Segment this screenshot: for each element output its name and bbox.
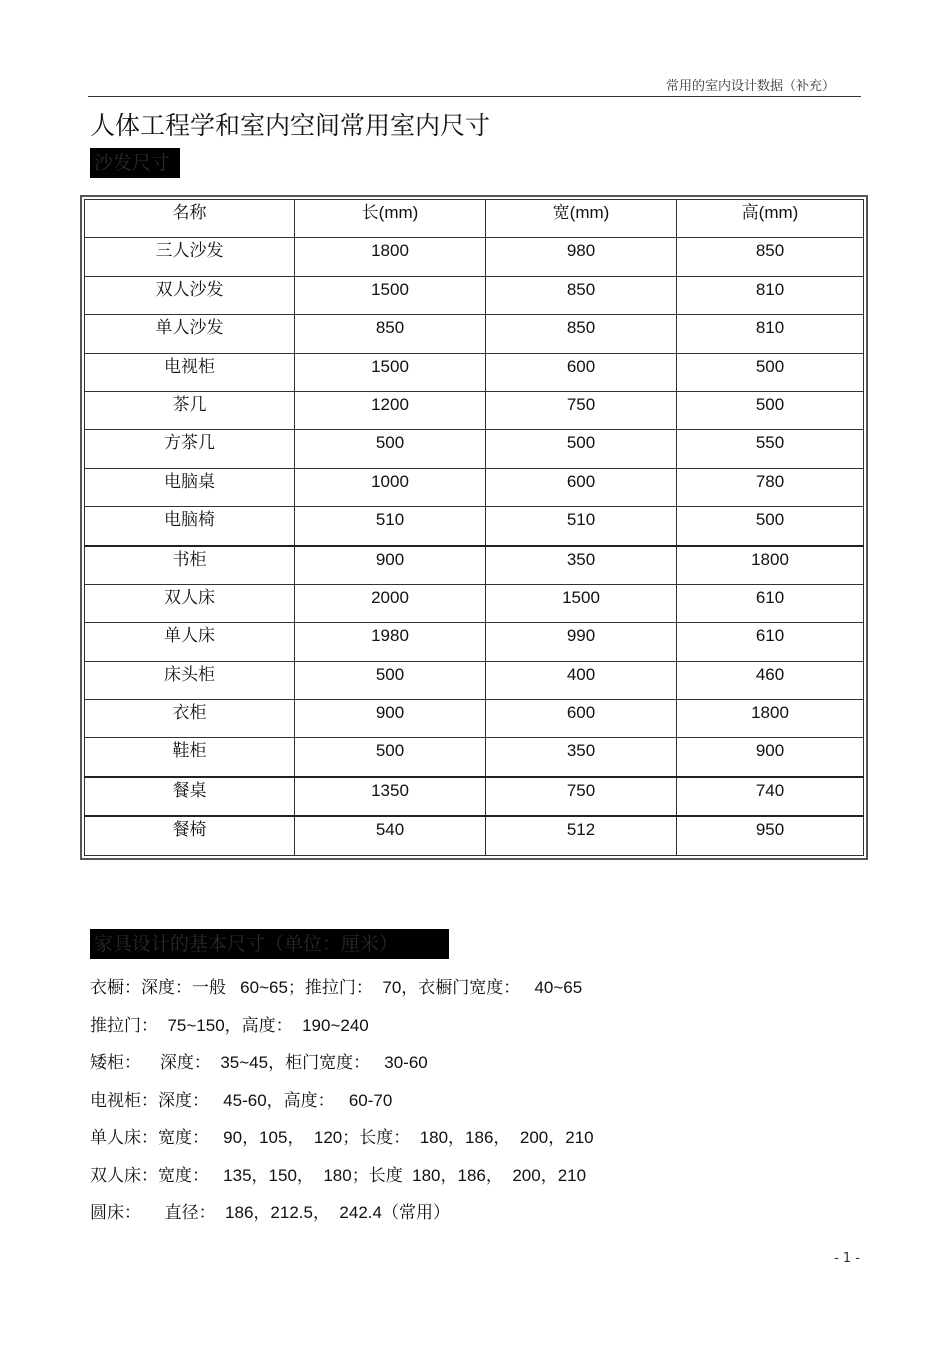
table-row: [85, 777, 864, 816]
cell-width: 750: [486, 391, 677, 429]
column-header-length: 长(mm): [295, 200, 486, 238]
cell-height: 810: [677, 315, 864, 353]
table-row: [85, 546, 864, 585]
cell-length: 1200: [295, 391, 486, 429]
cell-height: 850: [677, 238, 864, 276]
cell-name: 双人床: [85, 584, 295, 622]
cell-length: 510: [295, 507, 486, 546]
running-header: 常用的室内设计数据（补充）: [665, 79, 835, 94]
cell-length: 540: [295, 816, 486, 855]
cell-width: 600: [486, 468, 677, 506]
cell-height: 810: [677, 276, 864, 314]
dimension-table: [84, 199, 864, 856]
table-row: [85, 816, 864, 855]
note-line-sliding-door: 推拉门： 75~150，高度： 190~240: [90, 1015, 369, 1035]
cell-width: 990: [486, 623, 677, 661]
cell-name: 双人沙发: [85, 276, 295, 314]
cell-length: 1500: [295, 353, 486, 391]
cell-length: 500: [295, 430, 486, 468]
section-heading-furniture: 家具设计的基本尺寸（单位：厘米）: [90, 929, 449, 959]
cell-name: 三人沙发: [85, 238, 295, 276]
cell-length: 500: [295, 738, 486, 777]
cell-name: 餐椅: [85, 816, 295, 855]
cell-width: 1500: [486, 584, 677, 622]
cell-name: 电脑椅: [85, 507, 295, 546]
cell-length: 1000: [295, 468, 486, 506]
cell-width: 350: [486, 738, 677, 777]
cell-height: 550: [677, 430, 864, 468]
cell-length: 1980: [295, 623, 486, 661]
cell-name: 方茶几: [85, 430, 295, 468]
table-row: [85, 584, 864, 622]
cell-height: 610: [677, 584, 864, 622]
cell-width: 350: [486, 546, 677, 585]
cell-height: 500: [677, 391, 864, 429]
furniture-notes: [90, 975, 850, 1238]
header-divider: [88, 96, 861, 97]
cell-name: 电视柜: [85, 353, 295, 391]
cell-name: 衣柜: [85, 700, 295, 738]
table-row: [85, 276, 864, 314]
cell-name: 书柜: [85, 546, 295, 585]
page-title: 人体工程学和室内空间常用室内尺寸: [90, 111, 491, 140]
table-row: [85, 507, 864, 546]
cell-length: 2000: [295, 584, 486, 622]
cell-height: 950: [677, 816, 864, 855]
cell-length: 500: [295, 661, 486, 699]
section-heading-sofa: 沙发尺寸: [90, 148, 180, 178]
column-header-name: 名称: [85, 200, 295, 238]
cell-width: 512: [486, 816, 677, 855]
cell-height: 500: [677, 353, 864, 391]
cell-length: 1800: [295, 238, 486, 276]
cell-name: 单人床: [85, 623, 295, 661]
cell-height: 460: [677, 661, 864, 699]
cell-name: 餐桌: [85, 777, 295, 816]
table-row: [85, 623, 864, 661]
column-header-height: 高(mm): [677, 200, 864, 238]
table-row: [85, 430, 864, 468]
note-line-double-bed: 双人床：宽度： 135，150， 180；长度 180，186， 200，210: [90, 1165, 587, 1185]
note-line-tv-cabinet: 电视柜：深度： 45-60，高度： 60-70: [90, 1090, 393, 1110]
cell-width: 510: [486, 507, 677, 546]
table-body: [85, 238, 864, 855]
cell-length: 850: [295, 315, 486, 353]
table-row: [85, 738, 864, 777]
cell-width: 850: [486, 315, 677, 353]
cell-length: 1500: [295, 276, 486, 314]
dimension-table-frame: [80, 195, 868, 860]
note-line-single-bed: 单人床：宽度： 90，105， 120；长度： 180，186， 200，210: [90, 1128, 594, 1147]
note-line-low-cabinet: 矮柜： 深度： 35~45，柜门宽度： 30-60: [90, 1053, 428, 1072]
cell-height: 1800: [677, 700, 864, 738]
table-row: [85, 238, 864, 276]
note-line-wardrobe: 衣橱：深度：一般 60~65；推拉门： 70，衣橱门宽度： 40~65: [90, 978, 583, 997]
cell-height: 740: [677, 777, 864, 816]
cell-length: 900: [295, 700, 486, 738]
cell-name: 鞋柜: [85, 738, 295, 777]
cell-width: 980: [486, 238, 677, 276]
cell-name: 茶几: [85, 391, 295, 429]
cell-height: 610: [677, 623, 864, 661]
cell-length: 900: [295, 546, 486, 585]
cell-height: 500: [677, 507, 864, 546]
page-number: - 1 -: [834, 1251, 860, 1266]
cell-length: 1350: [295, 777, 486, 816]
note-line-round-bed: 圆床： 直径： 186，212.5， 242.4（常用）: [90, 1203, 450, 1222]
cell-name: 电脑桌: [85, 468, 295, 506]
table-row: [85, 661, 864, 699]
cell-height: 1800: [677, 546, 864, 585]
cell-width: 500: [486, 430, 677, 468]
table-row: [85, 700, 864, 738]
table-row: [85, 353, 864, 391]
column-header-width: 宽(mm): [486, 200, 677, 238]
cell-width: 850: [486, 276, 677, 314]
cell-height: 900: [677, 738, 864, 777]
cell-name: 单人沙发: [85, 315, 295, 353]
table-row: [85, 468, 864, 506]
cell-width: 600: [486, 353, 677, 391]
cell-width: 400: [486, 661, 677, 699]
cell-height: 780: [677, 468, 864, 506]
table-row: [85, 391, 864, 429]
table-header-row: [85, 200, 864, 238]
cell-width: 750: [486, 777, 677, 816]
table-row: [85, 315, 864, 353]
cell-name: 床头柜: [85, 661, 295, 699]
cell-width: 600: [486, 700, 677, 738]
